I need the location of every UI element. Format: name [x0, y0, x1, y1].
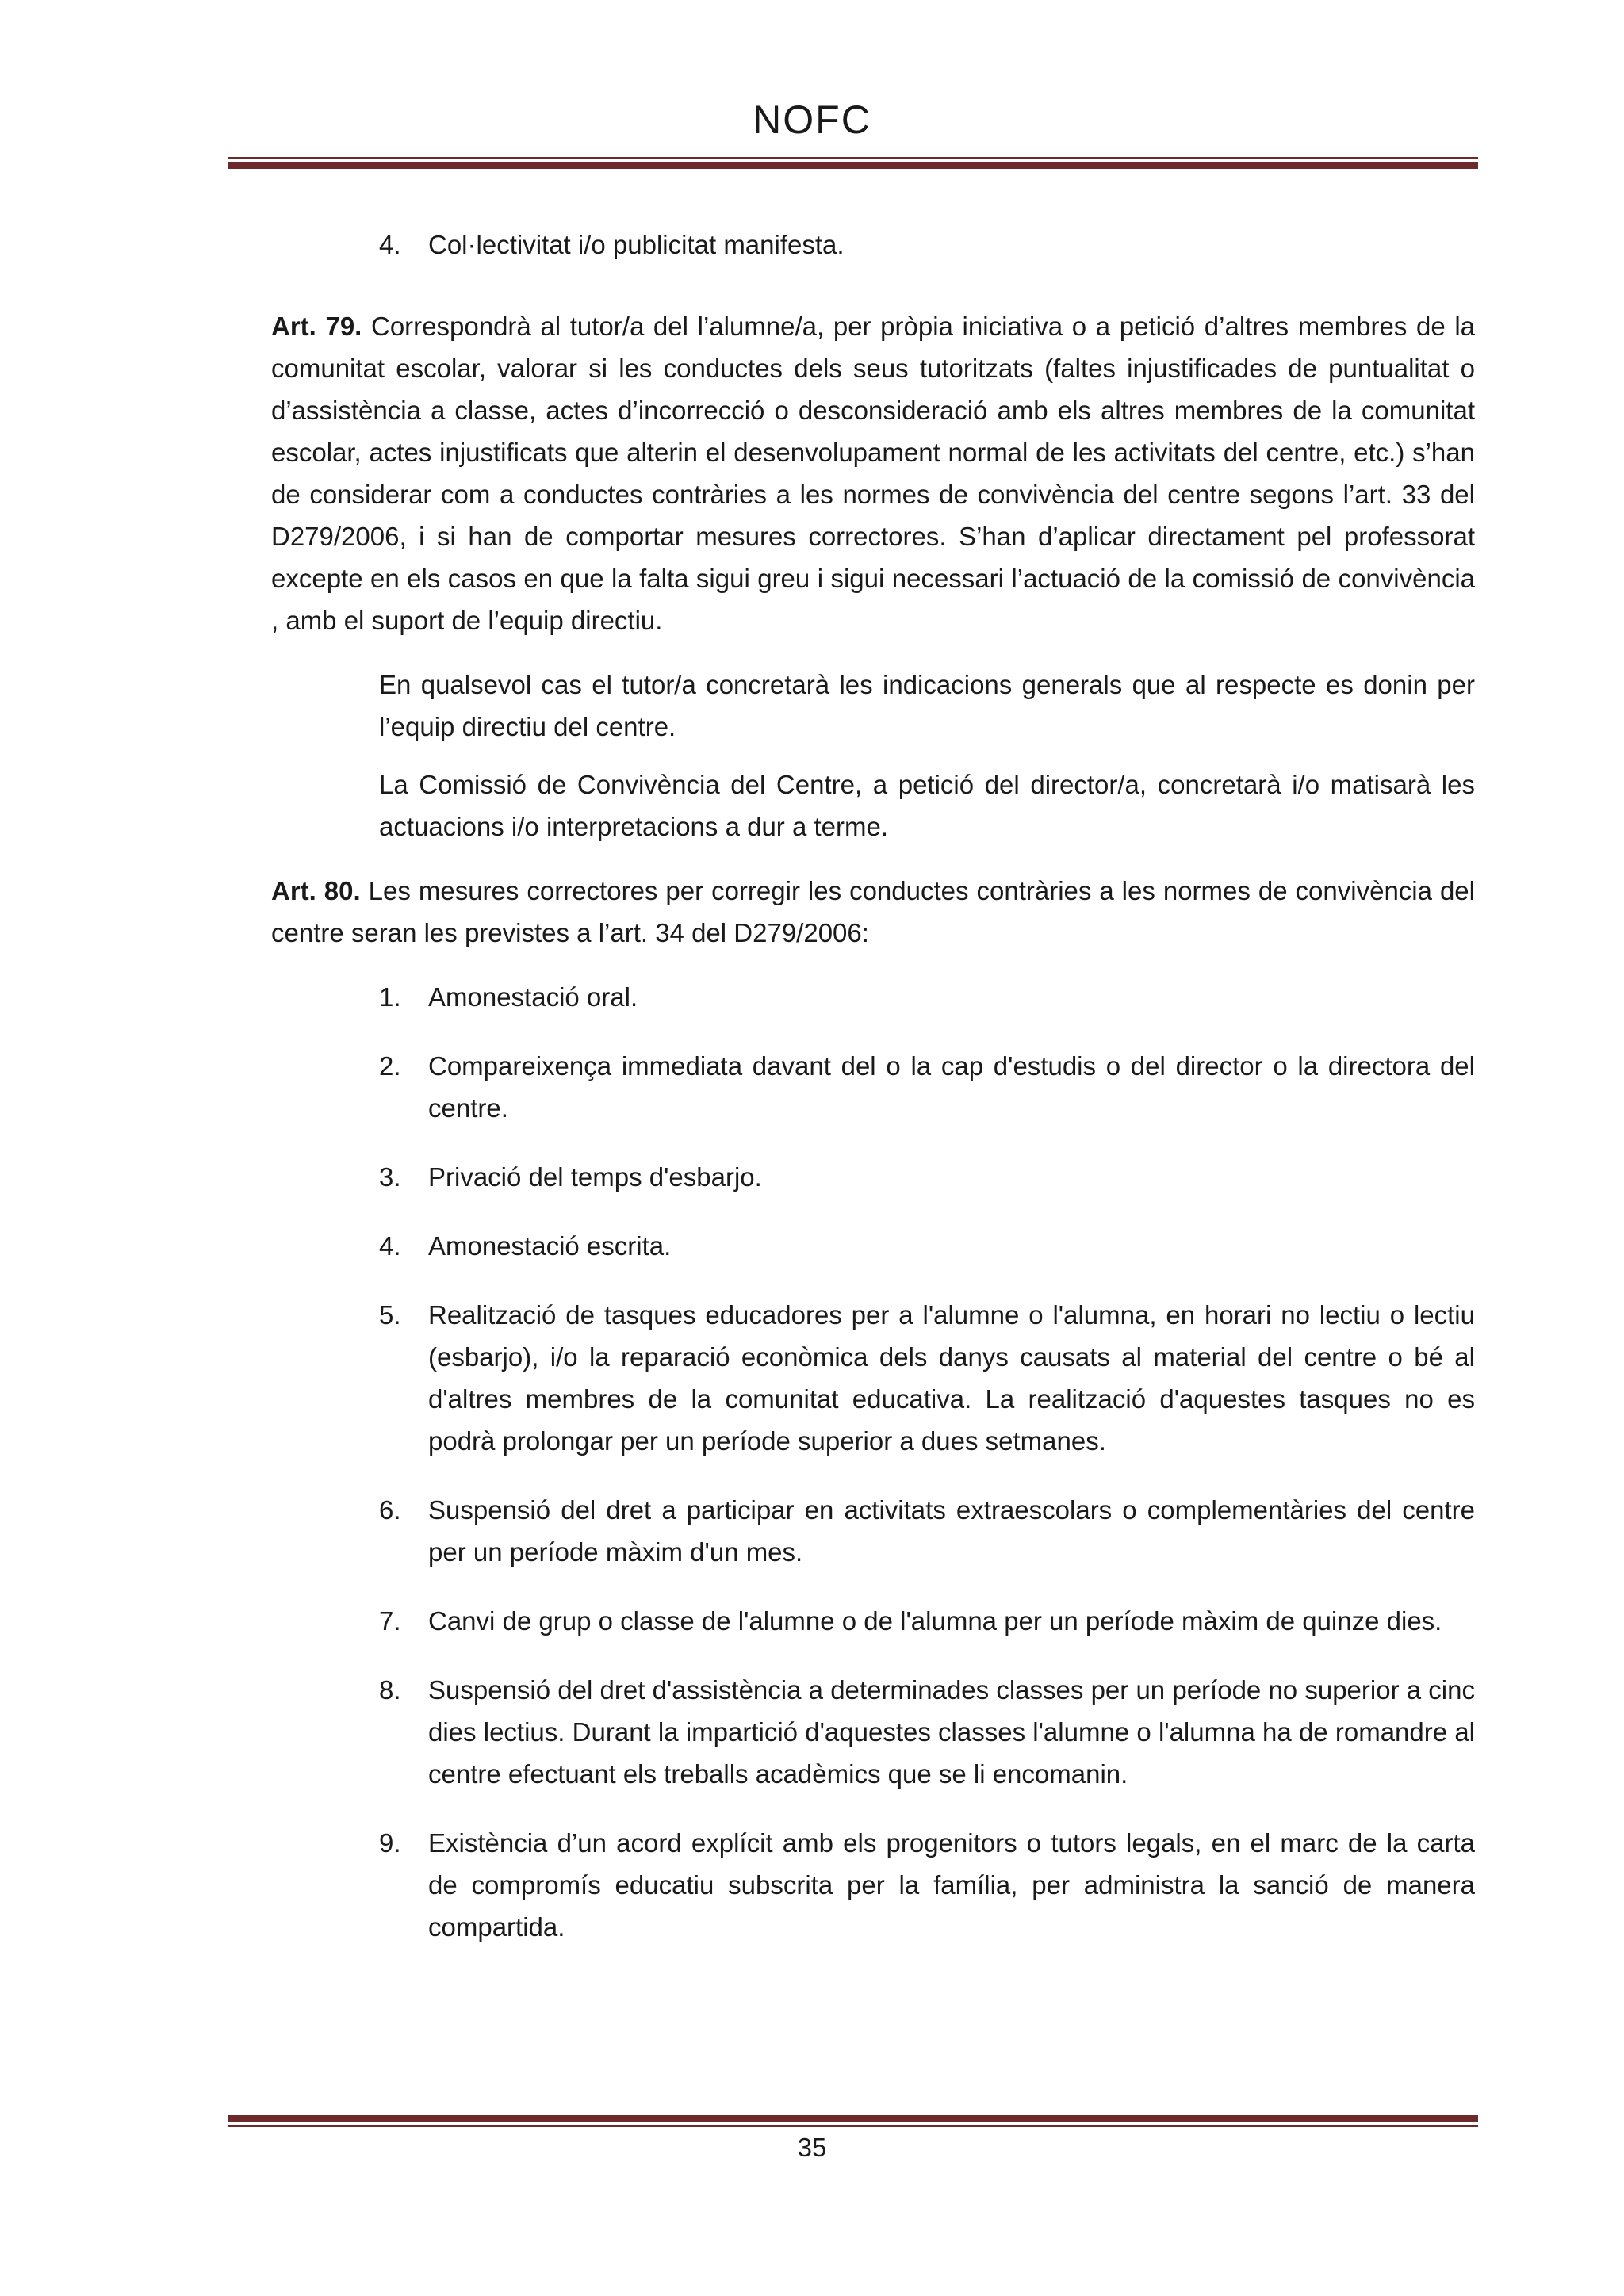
list-item	[271, 976, 1475, 1018]
header-rule	[228, 157, 1478, 169]
list-item-number: 8.	[379, 1675, 401, 1705]
list-item-number: 4.	[379, 230, 401, 259]
article-80-label: Art. 80.	[271, 876, 361, 905]
list-item-number: 5.	[379, 1300, 401, 1330]
article-79-text: Correspondrà al tutor/a del l’alumne/a, per pròpia iniciativa o a petició d’altres membres de la comunitat escolar, valorar si les conductes dels seus tutoritzats (faltes injustificades de puntualitat o d’assistència a classe, actes d’incorrecció o desconsideració amb els altres membres de la comunitat escolar, actes injustificats que alterin el desenvolupament normal de les activitats del centre, etc.) s’han de considerar com a conductes contràries a les normes de convivència del centre segons l’art. 33 del D279/2006, i si han de comportar mesures correctores. S’han d’aplicar directament pel professorat excepte en els casos en que la falta sigui greu i sigui necessari l’actuació de la comissió de convivència , amb el suport de l’equip directiu.	[271, 312, 1475, 635]
article-79-subparagraph-2: La Comissió de Convivència del Centre, a petició del director/a, concretarà i/o matisarà les actuacions i/o interpretacions a dur a terme.	[379, 770, 1475, 841]
article-79-subparagraph-1: En qualsevol cas el tutor/a concretarà les indicacions generals que al respecte es donin per l’equip directiu del centre.	[379, 670, 1475, 741]
document-body	[271, 224, 1475, 1948]
list-item-text: Suspensió del dret d'assistència a determinades classes per un període no superior a cinc dies lectius. Durant la impartició d'aquestes classes l'alumne o l'alumna ha de romandre al centre efectuant els treballs acadèmics que se li encomanin.	[428, 1675, 1475, 1789]
list-item-number: 1.	[379, 982, 401, 1012]
list-item-text: Suspensió del dret a participar en activitats extraescolars o complementàries del centre per un període màxim d'un mes.	[428, 1495, 1475, 1567]
list-item-text: Amonestació escrita.	[428, 1231, 672, 1261]
list-item	[271, 1156, 1475, 1198]
article-80-text: Les mesures correctores per corregir les conductes contràries a les normes de convivència del centre seran les previstes a l’art. 34 del D279/2006:	[271, 876, 1475, 947]
list-item-text: Existència d’un acord explícit amb els progenitors o tutors legals, en el marc de la carta de compromís educatiu subscrita per la família, per administra la sanció de manera compartida.	[428, 1828, 1475, 1942]
corrective-measures-list	[271, 976, 1475, 1948]
list-item	[271, 224, 1475, 266]
list-item	[271, 1225, 1475, 1267]
list-item-number: 2.	[379, 1051, 401, 1081]
list-item-number: 6.	[379, 1495, 401, 1525]
list-item-text: Amonestació oral.	[428, 982, 638, 1012]
article-79-label: Art. 79.	[271, 312, 362, 341]
page-number: 35	[797, 2133, 827, 2162]
list-item-number: 7.	[379, 1606, 401, 1636]
list-item-text: Canvi de grup o classe de l'alumne o de l'alumna per un període màxim de quinze dies.	[428, 1606, 1442, 1636]
article-79	[271, 305, 1475, 641]
article-80	[271, 870, 1475, 954]
list-item	[271, 1489, 1475, 1573]
list-item	[271, 1669, 1475, 1795]
footer-rule	[228, 2115, 1478, 2127]
list-item	[271, 1294, 1475, 1462]
list-item-text: Privació del temps d'esbarjo.	[428, 1162, 762, 1192]
list-item	[271, 1045, 1475, 1129]
list-item	[271, 1600, 1475, 1642]
list-item	[271, 1822, 1475, 1948]
list-item-text: Compareixença immediata davant del o la cap d'estudis o del director o la directora del centre.	[428, 1051, 1475, 1123]
list-item-number: 3.	[379, 1162, 401, 1192]
list-item-text: Col·lectivitat i/o publicitat manifesta.	[428, 230, 845, 259]
list-item-text: Realització de tasques educadores per a l'alumne o l'alumna, en horari no lectiu o lectiu (esbarjo), i/o la reparació econòmica dels danys causats al material del centre o bé al d'altres membres de la comunitat educativa. La realització d'aquestes tasques no es podrà prolongar per un període superior a dues setmanes.	[428, 1300, 1475, 1456]
list-item-number: 4.	[379, 1231, 401, 1261]
list-item-number: 9.	[379, 1828, 401, 1858]
document-header-title: NOFC	[753, 98, 871, 142]
